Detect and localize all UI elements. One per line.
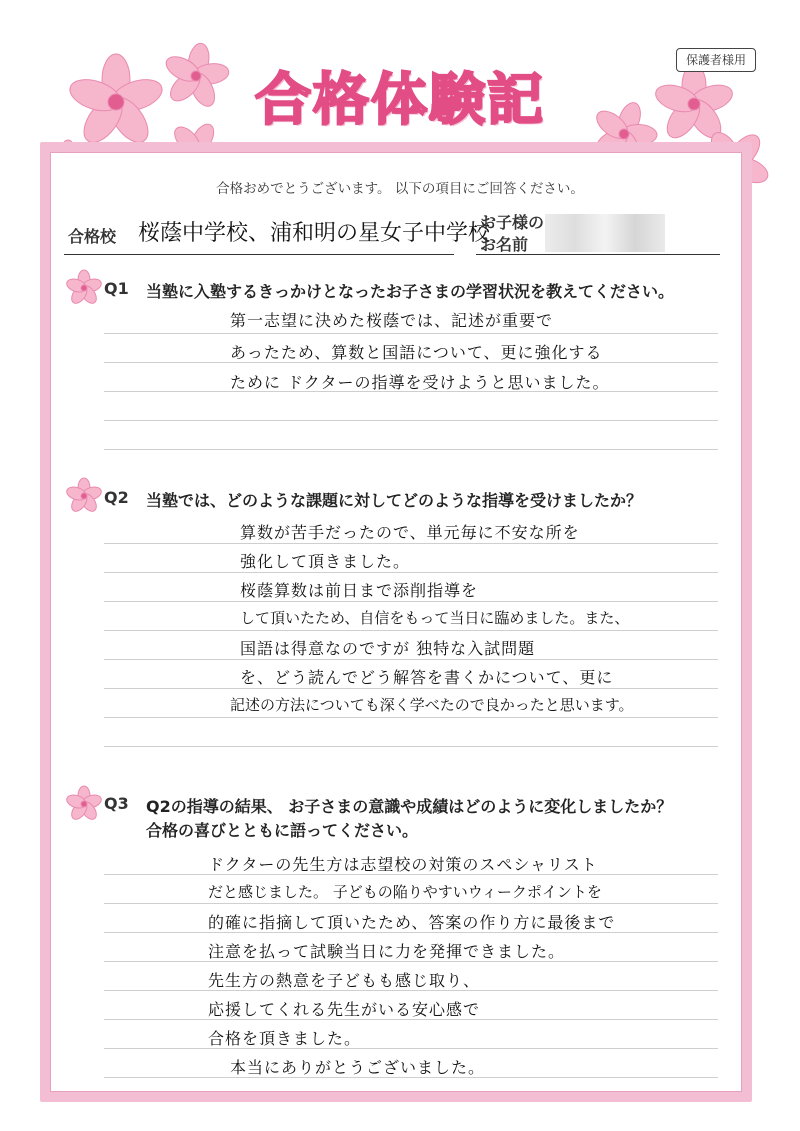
q1-answer-line: ために ドクターの指導を受けようと思いました。	[230, 373, 610, 392]
q3-answer-line: 注意を払って試験当日に力を発揮できました。	[208, 942, 566, 961]
q3-question-line2: 合格の喜びとともに語ってください。	[146, 821, 419, 840]
q2-answer-line: 強化して頂きました。	[240, 552, 411, 571]
q1-number: Q1	[104, 279, 129, 298]
q2-answer-line: 桜蔭算数は前日まで添削指導を	[240, 581, 479, 600]
q3-answer-line: だと感じました。 子どもの陥りやすいウィークポイントを	[208, 883, 602, 901]
blossom-icon	[64, 784, 104, 824]
answer-line	[104, 659, 718, 660]
q3-answer-line: ドクターの先生方は志望校の対策のスペシャリスト	[208, 855, 598, 874]
answer-line	[104, 601, 718, 602]
answer-line	[104, 1048, 718, 1049]
school-label: 合格校	[68, 227, 117, 246]
q3-answer-line: 合格を頂きました。	[208, 1029, 362, 1048]
q2-number: Q2	[104, 488, 129, 507]
q2-question: 当塾では、どのような課題に対してどのような指導を受けましたか？	[146, 491, 643, 510]
q2-answer-line: を、どう読んでどう解答を書くかについて、更に	[240, 668, 614, 687]
q2-answer-line: して頂いたため、自信をもって当日に臨めました。また、	[240, 609, 630, 627]
blossom-icon	[64, 268, 104, 308]
answer-line	[104, 449, 718, 450]
q3-answer-line: 本当にありがとうございました。	[230, 1058, 486, 1077]
school-underline	[64, 254, 454, 255]
answer-line	[104, 572, 718, 573]
child-underline	[476, 254, 720, 255]
answer-line	[104, 333, 718, 334]
q1-question: 当塾に入塾するきっかけとなったお子さまの学習状況を教えてください。	[146, 282, 675, 301]
intro-text: 合格おめでとうございます。 以下の項目にご回答ください。	[216, 181, 584, 197]
q2-answer-line: 算数が苦手だったので、単元毎に不安な所を	[240, 523, 580, 542]
q2-answer-line: 記述の方法についても深く学べたので良かったと思います。	[230, 696, 634, 714]
answer-line	[104, 543, 718, 544]
blossom-icon	[64, 476, 104, 516]
q1-answer-line: あったため、算数と国語について、更に強化する	[230, 343, 603, 362]
school-value: 桜蔭中学校、浦和明の星女子中学校	[138, 221, 491, 246]
answer-line	[104, 630, 718, 631]
answer-line	[104, 746, 718, 747]
audience-badge: 保護者様用	[676, 48, 756, 72]
answer-line	[104, 688, 718, 689]
page-title: 合格体験記	[255, 67, 545, 133]
q3-question-line1: Q2の指導の結果、 お子さまの意識や成績はどのように変化しましたか？	[146, 797, 673, 816]
redacted-name	[545, 214, 665, 252]
answer-line	[104, 717, 718, 718]
q3-answer-line: 先生方の熱意を子どもも感じ取り、	[208, 971, 481, 990]
q3-answer-line: 応援してくれる先生がいる安心感で	[208, 1000, 481, 1019]
child-label-line2: お名前	[480, 235, 529, 254]
answer-line	[104, 420, 718, 421]
q2-answer-line: 国語は得意なのですが 独特な入試問題	[240, 639, 536, 658]
answer-line	[104, 903, 718, 904]
child-label-line1: お子様の	[480, 213, 545, 232]
q3-answer-line: 的確に指摘して頂いたため、答案の作り方に最後まで	[208, 913, 616, 932]
q1-answer-line: 第一志望に決めた桜蔭では、記述が重要で	[230, 311, 554, 330]
q3-number: Q3	[104, 794, 129, 813]
